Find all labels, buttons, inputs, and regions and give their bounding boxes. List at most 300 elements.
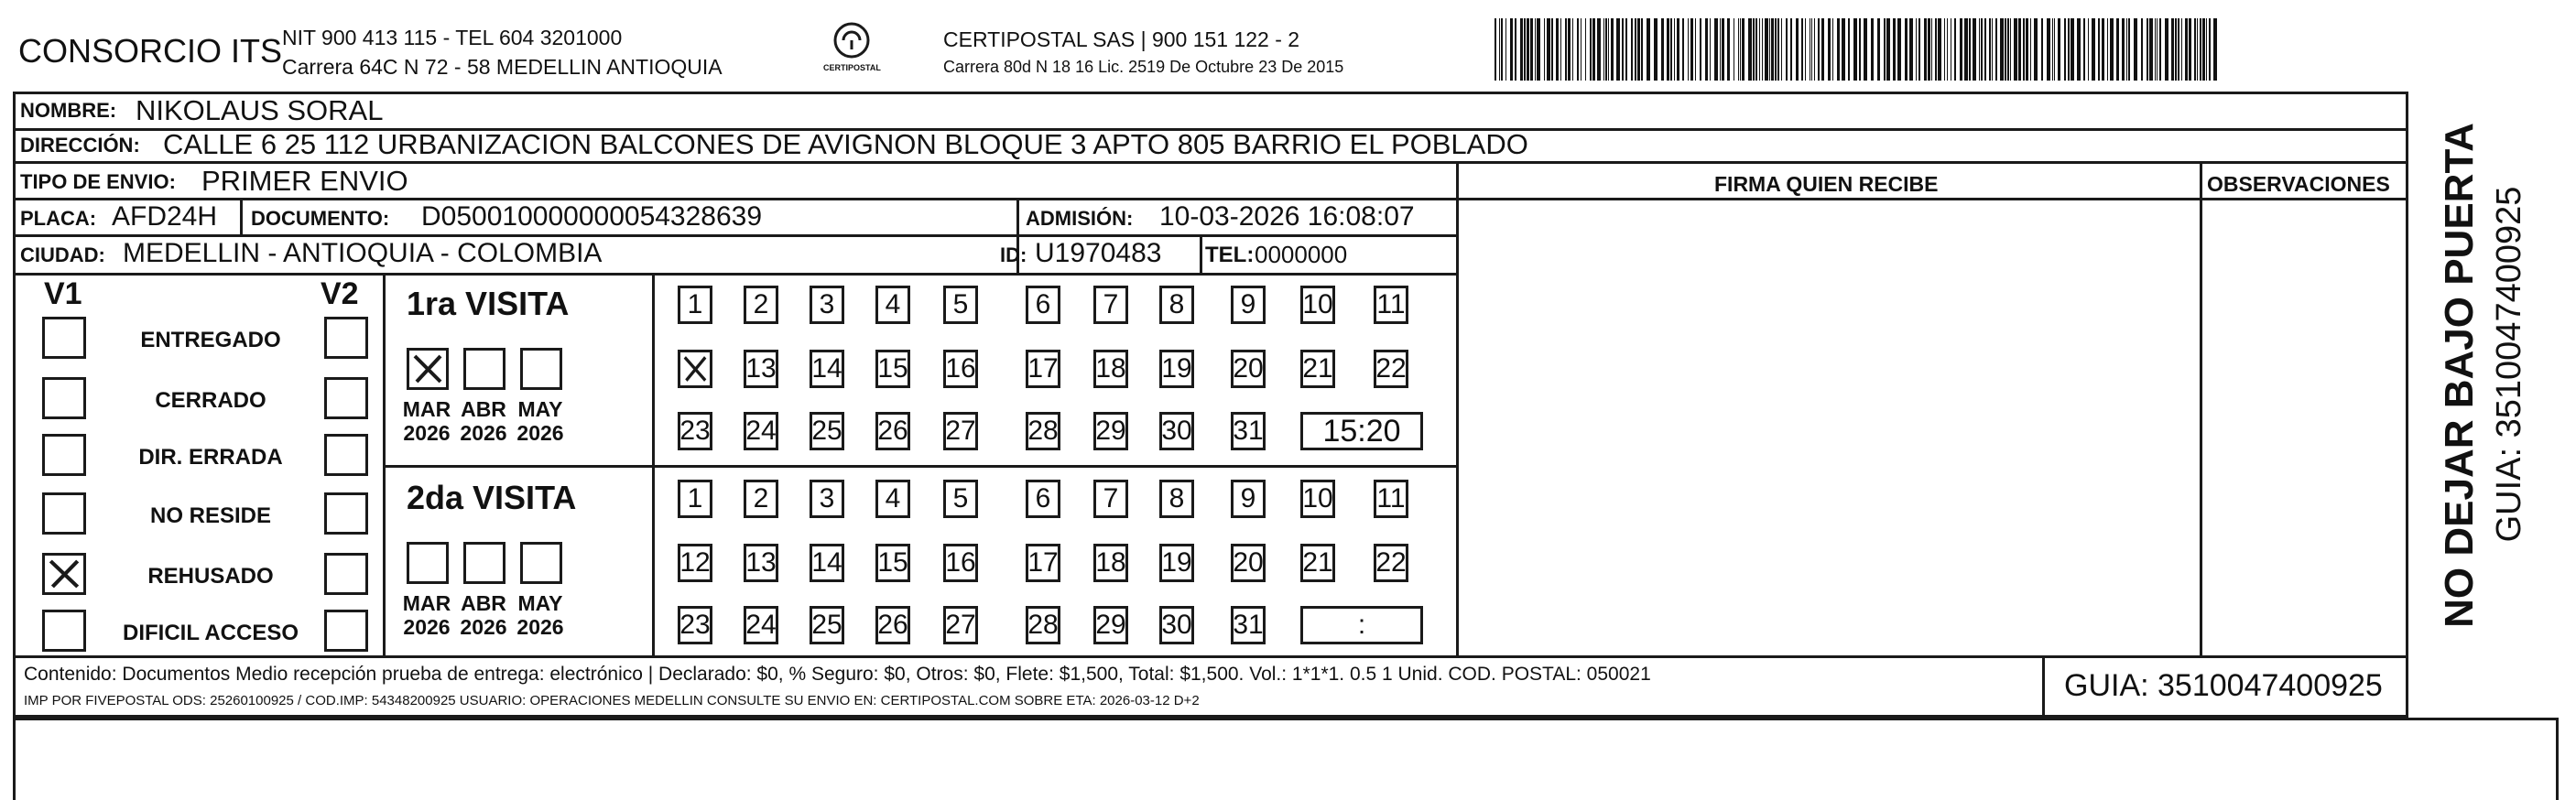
v2-checkbox[interactable]: [324, 610, 368, 652]
barcode-bar: [2052, 18, 2053, 81]
month-year: 2026: [403, 615, 451, 640]
day-number: 23: [679, 610, 711, 640]
day-cell[interactable]: [1231, 480, 1266, 518]
day-number: 2: [753, 289, 769, 319]
month-checkbox[interactable]: [463, 348, 505, 390]
barcode-bar: [1818, 18, 1820, 81]
day-number: 24: [745, 610, 777, 640]
barcode-bar: [1544, 18, 1545, 81]
month-checkbox[interactable]: [407, 348, 449, 390]
day-number: 19: [1161, 547, 1192, 578]
day-cell[interactable]: [1300, 544, 1335, 582]
barcode-bar: [1690, 18, 1693, 81]
barcode-bar: [2068, 18, 2070, 81]
day-cell[interactable]: [1374, 350, 1408, 388]
month-label: [511, 397, 570, 446]
barcode-bar: [1524, 18, 1526, 81]
day-number: 15: [877, 547, 908, 578]
time-value: :: [1357, 610, 1366, 640]
barcode-bar: [1924, 18, 1927, 81]
barcode-bar: [1674, 18, 1675, 81]
day-number: 20: [1233, 353, 1264, 384]
day-number: 31: [1233, 416, 1264, 446]
barcode-bar: [2202, 18, 2205, 81]
day-cell[interactable]: [744, 286, 778, 324]
barcode-bar: [1740, 18, 1741, 81]
day-number: 22: [1375, 547, 1407, 578]
day-cell[interactable]: [943, 350, 978, 388]
barcode-bar: [1647, 18, 1650, 81]
day-cell[interactable]: [744, 544, 778, 582]
barcode-bar: [1535, 18, 1536, 81]
barcode-bar: [1722, 18, 1724, 81]
v2-checkbox[interactable]: [324, 317, 368, 359]
barcode-bar: [1590, 18, 1592, 81]
day-cell[interactable]: [1093, 286, 1128, 324]
barcode-bar: [1893, 18, 1896, 81]
day-number: 11: [1376, 483, 1406, 514]
certipostal-logo: [810, 20, 893, 79]
time-field[interactable]: [1300, 412, 1423, 450]
barcode-bar: [1667, 18, 1669, 81]
month-year: 2026: [516, 421, 564, 446]
certipostal-nit: CERTIPOSTAL SAS | 900 151 122 - 2: [943, 27, 1300, 51]
id-label: ID:: [1000, 243, 1027, 266]
barcode-bar: [2159, 18, 2161, 81]
day-number: 14: [811, 353, 842, 384]
barcode-bar: [2026, 18, 2028, 81]
day-number: 15: [877, 353, 908, 384]
barcode-bar: [2155, 18, 2156, 81]
barcode-bar: [1631, 18, 1633, 81]
day-cell[interactable]: [1300, 350, 1335, 388]
day-number: 26: [877, 416, 908, 446]
check-x-icon: [45, 556, 83, 592]
barcode-bar: [1603, 18, 1604, 81]
day-cell[interactable]: [1159, 544, 1194, 582]
barcode-bar: [1848, 18, 1850, 81]
day-cell[interactable]: [875, 286, 910, 324]
day-cell[interactable]: [1374, 286, 1408, 324]
status-label: ENTREGADO: [140, 328, 281, 352]
barcode-bar: [2122, 18, 2125, 81]
day-cell[interactable]: [810, 544, 844, 582]
v2-checkbox[interactable]: [324, 434, 368, 476]
barcode-bar: [1853, 18, 1857, 81]
month-label: [397, 397, 456, 446]
month-year: 2026: [460, 421, 507, 446]
month-checkbox[interactable]: [520, 348, 562, 390]
day-cell[interactable]: [744, 412, 778, 450]
day-cell[interactable]: [678, 480, 712, 518]
barcode-bar: [1790, 18, 1792, 81]
v1-checkbox[interactable]: [42, 317, 86, 359]
month-name: MAR: [402, 397, 451, 421]
barcode-bar: [1677, 18, 1679, 81]
month-name: ABR: [461, 591, 506, 615]
barcode-bar: [1886, 18, 1890, 81]
month-checkbox[interactable]: [463, 542, 505, 584]
col-divider: [383, 273, 386, 655]
barcode-bar: [2147, 18, 2148, 81]
day-cell[interactable]: [1026, 544, 1060, 582]
month-year: 2026: [403, 421, 451, 446]
day-number: 30: [1161, 610, 1192, 640]
barcode-bar: [2149, 18, 2153, 81]
barcode: [1495, 18, 2223, 81]
barcode-bar: [2185, 18, 2188, 81]
month-name: ABR: [461, 397, 506, 421]
day-cell[interactable]: [1231, 606, 1266, 644]
barcode-bar: [2023, 18, 2025, 81]
day-cell[interactable]: [810, 286, 844, 324]
barcode-bar: [1605, 18, 1607, 81]
day-cell[interactable]: [810, 480, 844, 518]
barcode-bar: [1954, 18, 1956, 81]
ciudad-label: CIUDAD:: [20, 243, 105, 266]
barcode-bar: [1577, 18, 1579, 81]
barcode-bar: [1786, 18, 1788, 81]
day-cell[interactable]: [1300, 480, 1335, 518]
day-number: 12: [679, 547, 711, 578]
day-number: 13: [745, 353, 777, 384]
status-label: NO RESIDE: [149, 503, 272, 528]
month-year: 2026: [460, 615, 507, 640]
status-label: DIFICIL ACCESO: [122, 621, 299, 645]
v2-checkbox[interactable]: [324, 492, 368, 535]
barcode-bar: [2088, 18, 2089, 81]
barcode-bar: [1720, 18, 1721, 81]
barcode-bar: [2064, 18, 2066, 81]
v1-checkbox[interactable]: [42, 492, 86, 535]
barcode-bar: [1832, 18, 1833, 81]
day-number: 16: [945, 353, 976, 384]
barcode-bar: [1560, 18, 1561, 81]
row-divider: [13, 234, 1456, 237]
barcode-bar: [2098, 18, 2100, 81]
day-cell[interactable]: [1159, 350, 1194, 388]
v1-checkbox[interactable]: [42, 553, 86, 595]
day-number: 9: [1240, 483, 1256, 514]
month-name: MAY: [517, 397, 563, 421]
barcode-bar: [1608, 18, 1609, 81]
direccion-label: DIRECCIÓN:: [20, 134, 140, 157]
barcode-bar: [2213, 18, 2217, 81]
day-cell[interactable]: [943, 480, 978, 518]
day-number: 1: [687, 289, 703, 319]
barcode-bar: [1979, 18, 1980, 81]
day-cell[interactable]: [1026, 412, 1060, 450]
v1-label: V1: [44, 276, 82, 311]
day-cell[interactable]: [810, 350, 844, 388]
barcode-bar: [1670, 18, 1672, 81]
barcode-bar: [1801, 18, 1803, 81]
day-number: 27: [945, 610, 976, 640]
barcode-bar: [2165, 18, 2168, 81]
barcode-bar: [1565, 18, 1567, 81]
logo-text: CERTIPOSTAL: [823, 63, 881, 72]
day-number: 18: [1095, 547, 1126, 578]
barcode-bar: [1688, 18, 1689, 81]
barcode-bar: [1625, 18, 1627, 81]
day-cell[interactable]: [744, 480, 778, 518]
barcode-bar: [1821, 18, 1824, 81]
day-cell[interactable]: [678, 286, 712, 324]
status-label: DIR. ERRADA: [138, 445, 283, 470]
barcode-bar: [1710, 18, 1711, 81]
day-number: 28: [1027, 610, 1059, 640]
day-cell[interactable]: [875, 480, 910, 518]
day-number: 8: [1168, 483, 1185, 514]
barcode-bar: [1537, 18, 1540, 81]
day-cell[interactable]: [1159, 606, 1194, 644]
documento-label: DOCUMENTO:: [251, 207, 390, 230]
row-divider: [13, 655, 2408, 658]
day-number: 11: [1376, 289, 1406, 319]
day-number: 25: [811, 416, 842, 446]
barcode-bar: [2047, 18, 2050, 81]
barcode-bar: [2206, 18, 2207, 81]
day-cell[interactable]: [1231, 286, 1266, 324]
day-cell[interactable]: [875, 544, 910, 582]
row-divider: [13, 198, 2408, 200]
barcode-bar: [1918, 18, 1920, 81]
day-cell[interactable]: [1093, 480, 1128, 518]
barcode-bar: [1515, 18, 1516, 81]
bottom-strip: [13, 718, 2559, 800]
day-number: 23: [679, 416, 711, 446]
day-cell[interactable]: [678, 544, 712, 582]
day-cell[interactable]: [1093, 606, 1128, 644]
day-cell[interactable]: [744, 606, 778, 644]
day-cell[interactable]: [1374, 480, 1408, 518]
day-number: 4: [885, 289, 901, 319]
day-cell[interactable]: [810, 412, 844, 450]
nombre-value: NIKOLAUS SORAL: [136, 94, 384, 126]
ciudad-value: MEDELLIN - ANTIOQUIA - COLOMBIA: [123, 238, 603, 268]
company-address: Carrera 64C N 72 - 58 MEDELLIN ANTIOQUIA: [282, 55, 723, 79]
day-cell[interactable]: [1300, 286, 1335, 324]
col-divider: [1200, 236, 1202, 275]
col-divider: [240, 198, 243, 234]
tel-label: TEL:: [1205, 243, 1255, 267]
day-cell[interactable]: [875, 350, 910, 388]
barcode-bar: [1705, 18, 1708, 81]
day-cell[interactable]: [1093, 412, 1128, 450]
barcode-bar: [1661, 18, 1664, 81]
day-number: 6: [1035, 289, 1051, 319]
barcode-bar: [1775, 18, 1777, 81]
footer-guia: GUIA: 3510047400925: [2064, 668, 2383, 703]
day-cell[interactable]: [943, 412, 978, 450]
barcode-bar: [2010, 18, 2011, 81]
barcode-bar: [1859, 18, 1861, 81]
barcode-bar: [1916, 18, 1917, 81]
barcode-bar: [2197, 18, 2198, 81]
day-number: 28: [1027, 416, 1059, 446]
barcode-bar: [1568, 18, 1571, 81]
time-field[interactable]: [1300, 606, 1423, 644]
day-number: 3: [819, 289, 835, 319]
day-number: 7: [1103, 289, 1119, 319]
day-cell[interactable]: [1093, 544, 1128, 582]
day-number: 5: [952, 483, 969, 514]
barcode-bar: [1738, 18, 1739, 81]
month-year: 2026: [516, 615, 564, 640]
barcode-bar: [2194, 18, 2196, 81]
barcode-bar: [1510, 18, 1513, 81]
barcode-bar: [1877, 18, 1880, 81]
barcode-bar: [2209, 18, 2211, 81]
barcode-bar: [2126, 18, 2127, 81]
day-cell[interactable]: [943, 286, 978, 324]
barcode-bar: [2014, 18, 2017, 81]
day-cell[interactable]: [943, 606, 978, 644]
barcode-bar: [2157, 18, 2158, 81]
day-cell[interactable]: [1093, 350, 1128, 388]
month-name: MAY: [517, 591, 563, 615]
day-cell[interactable]: [1159, 412, 1194, 450]
tipo-value: PRIMER ENVIO: [201, 165, 408, 197]
day-number: 8: [1168, 289, 1185, 319]
barcode-bar: [2005, 18, 2006, 81]
barcode-bar: [1931, 18, 1932, 81]
barcode-bar: [1837, 18, 1840, 81]
barcode-bar: [2134, 18, 2137, 81]
day-cell[interactable]: [1231, 350, 1266, 388]
check-x-icon: [409, 351, 446, 387]
barcode-bar: [1551, 18, 1553, 81]
barcode-bar: [1828, 18, 1831, 81]
barcode-graphic: [1495, 18, 2223, 81]
footer-contenido: Contenido: Documentos Medio recepción prueba de entrega: electrónico | Declarado: $0, % Seguro: $0, Otros: $0, Flete: $1,500, Total: $1,500. Vol.: 1*1*1. 0.5 1 Unid. COD. POSTAL: 050021: [24, 664, 1651, 685]
barcode-bar: [2018, 18, 2021, 81]
month-label: [511, 591, 570, 640]
day-cell[interactable]: [1231, 544, 1266, 582]
barcode-bar: [1964, 18, 1968, 81]
day-cell[interactable]: [875, 606, 910, 644]
barcode-bar: [1935, 18, 1937, 81]
v1-checkbox[interactable]: [42, 610, 86, 652]
day-cell[interactable]: [1026, 286, 1060, 324]
visit-title: 1ra VISITA: [407, 285, 570, 322]
barcode-bar: [2128, 18, 2130, 81]
day-cell[interactable]: [744, 350, 778, 388]
day-number: 17: [1027, 353, 1059, 384]
barcode-bar: [1777, 18, 1779, 81]
barcode-bar: [2077, 18, 2081, 81]
day-number: 20: [1233, 547, 1264, 578]
barcode-bar: [1530, 18, 1533, 81]
day-cell[interactable]: [943, 544, 978, 582]
day-cell[interactable]: [1159, 480, 1194, 518]
barcode-bar: [1700, 18, 1701, 81]
month-label: [397, 591, 456, 640]
barcode-bar: [2181, 18, 2182, 81]
month-checkbox[interactable]: [520, 542, 562, 584]
direccion-value: CALLE 6 25 112 URBANIZACION BALCONES DE AVIGNON BLOQUE 3 APTO 805 BARRIO EL POBLADO: [163, 128, 1528, 160]
barcode-bar: [1989, 18, 1991, 81]
visit-title: 2da VISITA: [407, 479, 577, 516]
day-cell[interactable]: [678, 350, 712, 388]
day-number: 4: [885, 483, 901, 514]
v1-checkbox[interactable]: [42, 377, 86, 419]
v1-checkbox[interactable]: [42, 434, 86, 476]
id-value: U1970483: [1035, 238, 1162, 268]
barcode-bar: [1527, 18, 1529, 81]
day-number: 27: [945, 416, 976, 446]
barcode-bar: [1884, 18, 1886, 81]
month-checkbox[interactable]: [407, 542, 449, 584]
day-cell[interactable]: [810, 606, 844, 644]
day-cell[interactable]: [1159, 286, 1194, 324]
day-cell[interactable]: [1231, 412, 1266, 450]
day-cell[interactable]: [1026, 606, 1060, 644]
row-divider: [13, 161, 2408, 164]
barcode-bar: [1499, 18, 1500, 81]
day-cell[interactable]: [678, 606, 712, 644]
barcode-bar: [1597, 18, 1601, 81]
day-cell[interactable]: [678, 412, 712, 450]
barcode-bar: [1992, 18, 1993, 81]
v2-checkbox[interactable]: [324, 553, 368, 595]
barcode-bar: [1814, 18, 1815, 81]
day-cell[interactable]: [1026, 480, 1060, 518]
barcode-bar: [1616, 18, 1620, 81]
barcode-bar: [1585, 18, 1586, 81]
certipostal-address: Carrera 80d N 18 16 Lic. 2519 De Octubre 23 De 2015: [943, 58, 1344, 76]
day-number: 19: [1161, 353, 1192, 384]
barcode-bar: [2102, 18, 2104, 81]
check-x-icon: [680, 352, 710, 385]
side-guia: GUIA: 3510047400925: [2490, 186, 2528, 543]
documento-value: D050010000000054328639: [421, 201, 763, 232]
day-number: 10: [1302, 483, 1333, 514]
col-divider: [2200, 161, 2202, 655]
barcode-bar: [1505, 18, 1506, 81]
barcode-bar: [1654, 18, 1658, 81]
day-number: 22: [1375, 353, 1407, 384]
barcode-bar: [1755, 18, 1757, 81]
barcode-bar: [1973, 18, 1976, 81]
day-number: 18: [1095, 353, 1126, 384]
tel-value: 0000000: [1255, 241, 1348, 268]
company-name: CONSORCIO ITS: [18, 32, 283, 70]
v2-checkbox[interactable]: [324, 377, 368, 419]
barcode-bar: [1556, 18, 1559, 81]
day-number: 5: [952, 289, 969, 319]
barcode-bar: [2116, 18, 2119, 81]
day-cell[interactable]: [875, 412, 910, 450]
day-cell[interactable]: [1374, 544, 1408, 582]
barcode-bar: [2110, 18, 2114, 81]
barcode-bar: [1864, 18, 1867, 81]
barcode-bar: [1769, 18, 1770, 81]
day-cell[interactable]: [1026, 350, 1060, 388]
day-number: 2: [753, 483, 769, 514]
col-divider: [1456, 161, 1459, 655]
tipo-label: TIPO DE ENVIO:: [20, 170, 176, 193]
barcode-bar: [2092, 18, 2095, 81]
month-label: [454, 591, 513, 640]
row-divider: [13, 273, 1456, 276]
day-number: 16: [945, 547, 976, 578]
barcode-bar: [2175, 18, 2177, 81]
barcode-bar: [2041, 18, 2043, 81]
barcode-bar: [2034, 18, 2038, 81]
barcode-bar: [1947, 18, 1948, 81]
barcode-bar: [1897, 18, 1901, 81]
